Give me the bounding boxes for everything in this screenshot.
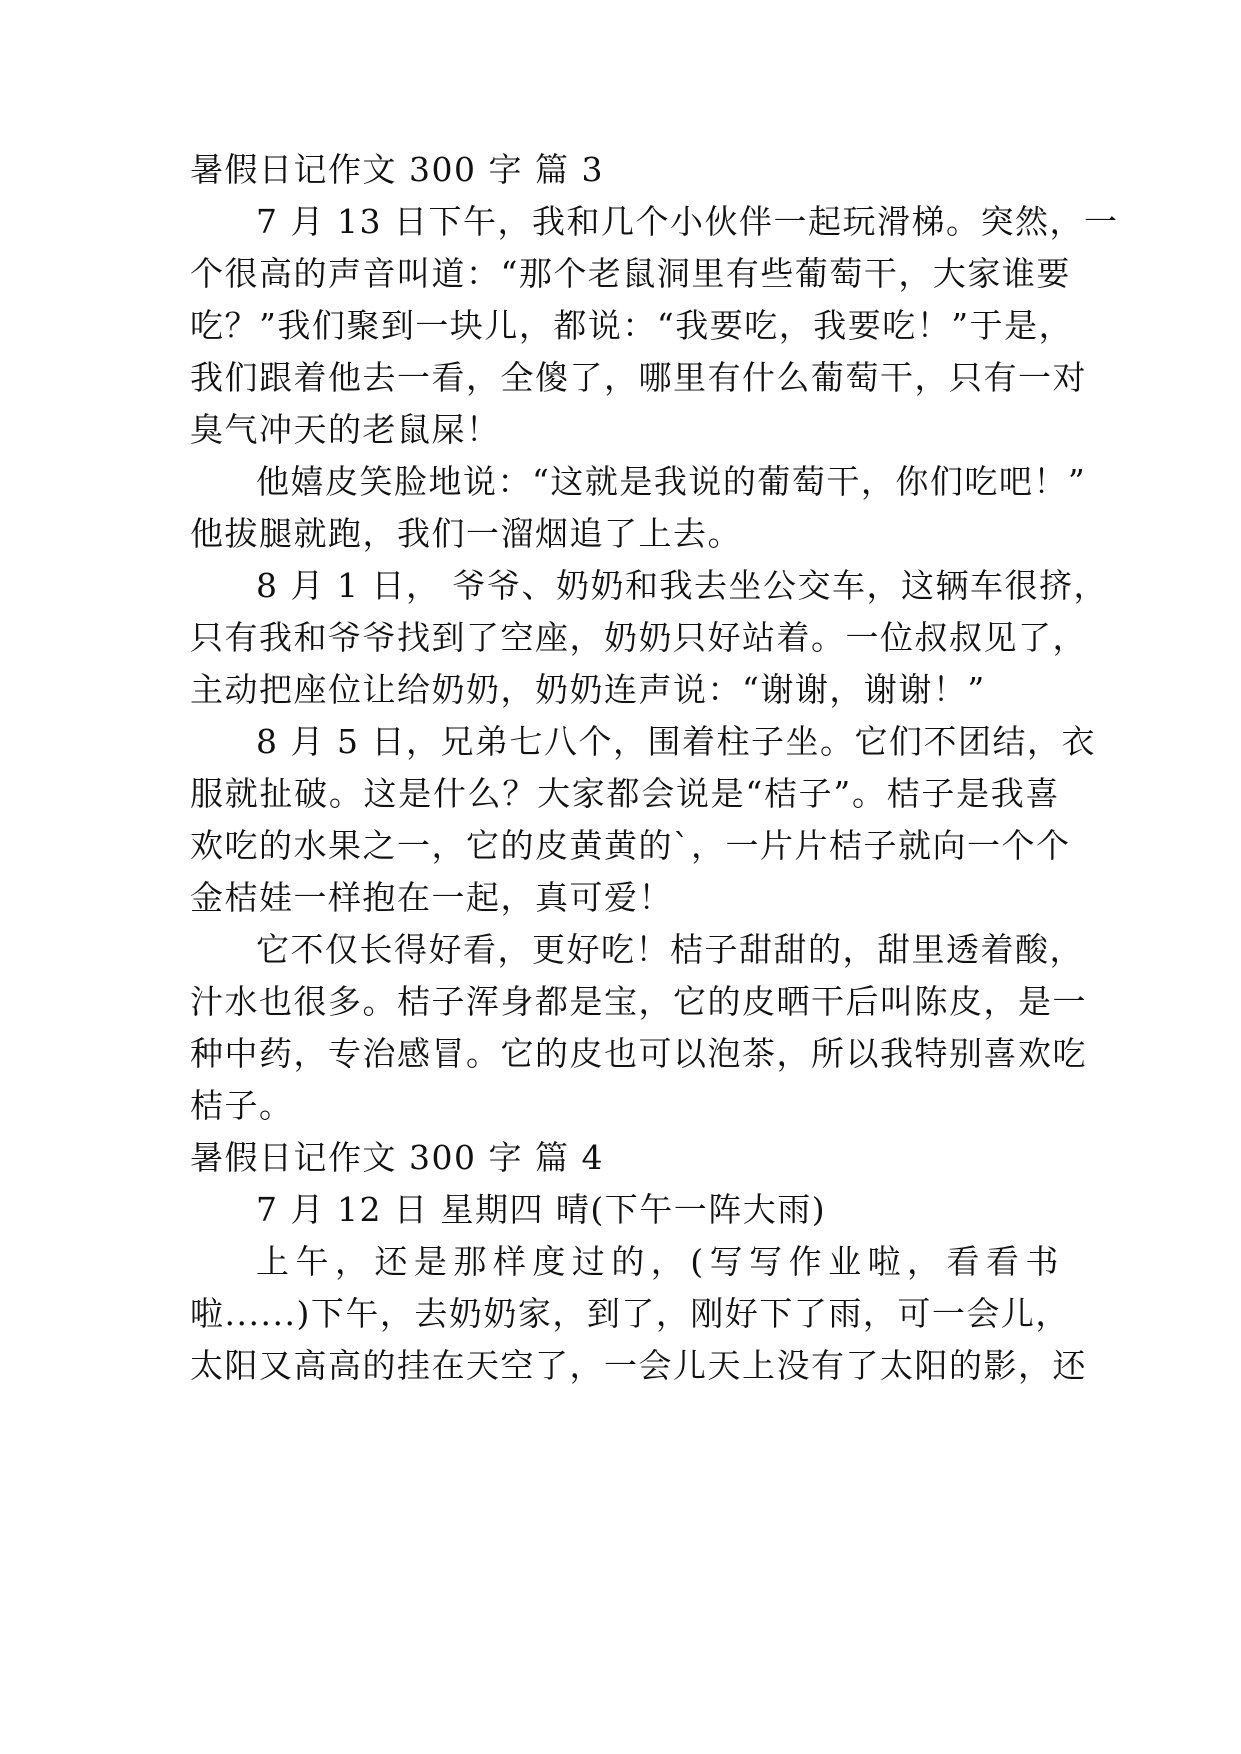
paragraph-line: 主动把座位让给奶奶，奶奶连声说：“谢谢，谢谢！” bbox=[190, 670, 986, 709]
paragraph-line: 太阳又高高的挂在天空了，一会儿天上没有了太阳的影，还 bbox=[190, 1346, 1087, 1385]
paragraph-line: 8 月 5 日，兄弟七八个，围着柱子坐。它们不团结，衣 bbox=[256, 722, 1096, 761]
paragraph-line: 桔子。 bbox=[190, 1086, 294, 1125]
paragraph-line: 7 月 12 日 星期四 晴(下午一阵大雨) bbox=[256, 1190, 827, 1229]
paragraph-line: 种中药，专治感冒。它的皮也可以泡茶，所以我特别喜欢吃 bbox=[190, 1034, 1087, 1073]
paragraph-line: 我们跟着他去一看，全傻了，哪里有什么葡萄干，只有一对 bbox=[190, 358, 1087, 397]
paragraph-line: 个很高的声音叫道：“那个老鼠洞里有些葡萄干，大家谁要 bbox=[190, 254, 1071, 293]
paragraph-line: 吃？”我们聚到一块儿，都说：“我要吃，我要吃！”于是， bbox=[190, 306, 1074, 345]
section-heading-3: 暑假日记作文 300 字 篇 3 bbox=[190, 150, 604, 189]
paragraph-line: 啦......)下午，去奶奶家，到了，刚好下了雨，可一会儿， bbox=[190, 1294, 1070, 1333]
paragraph-line: 欢吃的水果之一，它的皮黄黄的`，一片片桔子就向一个个 bbox=[190, 826, 1071, 865]
paragraph-line: 他嬉皮笑脸地说：“这就是我说的葡萄干，你们吃吧！” bbox=[256, 462, 1087, 501]
paragraph-line: 汁水也很多。桔子浑身都是宝，它的皮晒干后叫陈皮，是一 bbox=[190, 982, 1087, 1021]
paragraph-line: 金桔娃一样抱在一起，真可爱！ bbox=[190, 878, 673, 917]
paragraph-line: 它不仅长得好看，更好吃！桔子甜甜的，甜里透着酸， bbox=[256, 930, 1084, 969]
paragraph-line: 臭气冲天的老鼠屎！ bbox=[190, 410, 501, 449]
paragraph-line: 上午，还是那样度过的，(写写作业啦，看看书 bbox=[256, 1242, 1060, 1281]
paragraph-line: 服就扯破。这是什么？大家都会说是“桔子”。桔子是我喜 bbox=[190, 774, 1060, 813]
paragraph-line: 7 月 13 日下午，我和几个小伙伴一起玩滑梯。突然，一 bbox=[256, 202, 1119, 241]
paragraph-line: 8 月 1 日， 爷爷、奶奶和我去坐公交车，这辆车很挤， bbox=[256, 566, 1108, 605]
section-heading-4: 暑假日记作文 300 字 篇 4 bbox=[190, 1138, 604, 1177]
paragraph-line: 他拔腿就跑，我们一溜烟追了上去。 bbox=[190, 514, 742, 553]
paragraph-line: 只有我和爷爷找到了空座，奶奶只好站着。一位叔叔见了， bbox=[190, 618, 1087, 657]
